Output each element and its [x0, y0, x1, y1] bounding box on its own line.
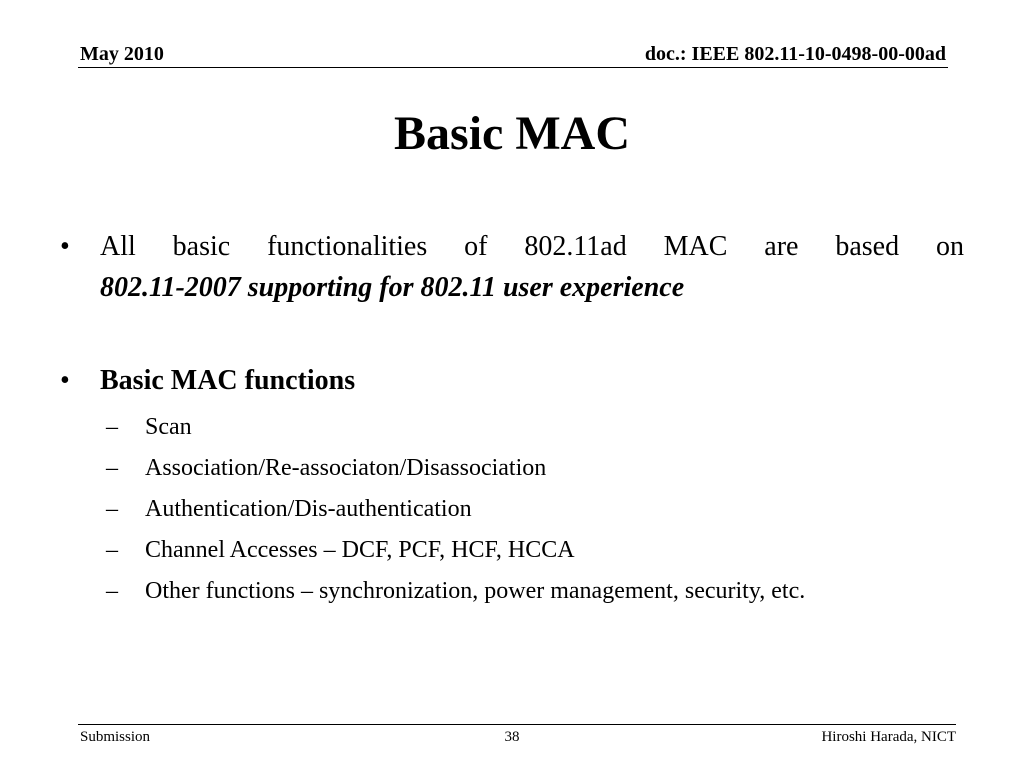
footer-page-number: 38	[504, 729, 520, 745]
sub-marker: –	[106, 414, 118, 440]
bullet-heading: Basic MAC functions	[100, 365, 356, 396]
sub-item-text: Other functions – synchronization, power management, security, etc.	[145, 578, 806, 604]
sub-item	[106, 489, 964, 530]
footer-submission: Submission	[80, 729, 151, 745]
sub-item-text: Scan	[145, 414, 192, 440]
footer-rule	[78, 724, 956, 725]
bullet-marker: •	[60, 365, 70, 396]
slide-content	[60, 226, 964, 612]
bullet-line-2: 802.11-2007 supporting for 802.11 user experience	[100, 272, 685, 303]
bullet-line-1: All basic functionalities of 802.11ad MAC are based on	[100, 231, 964, 262]
sub-item	[106, 571, 964, 612]
sub-marker: –	[106, 537, 118, 563]
footer-author: Hiroshi Harada, NICT	[821, 729, 956, 745]
sub-item-text: Channel Accesses – DCF, PCF, HCF, HCCA	[145, 537, 575, 563]
bullet-item	[60, 360, 964, 401]
sub-item	[106, 530, 964, 571]
sub-item	[106, 407, 964, 448]
sub-marker: –	[106, 455, 118, 481]
bullet-gap	[60, 308, 964, 360]
sub-marker: –	[106, 496, 118, 522]
sub-item	[106, 448, 964, 489]
sub-marker: –	[106, 578, 118, 604]
slide-title: Basic MAC	[394, 107, 630, 160]
sub-list	[60, 407, 964, 612]
sub-item-text: Authentication/Dis-authentication	[145, 496, 472, 522]
bullet-item	[60, 226, 964, 308]
header-date: May 2010	[80, 43, 164, 65]
header-doc-id: doc.: IEEE 802.11-10-0498-00-00ad	[644, 43, 946, 65]
bullet-marker: •	[60, 231, 70, 262]
header-rule	[78, 67, 948, 68]
sub-item-text: Association/Re-associaton/Disassociation	[145, 455, 547, 481]
